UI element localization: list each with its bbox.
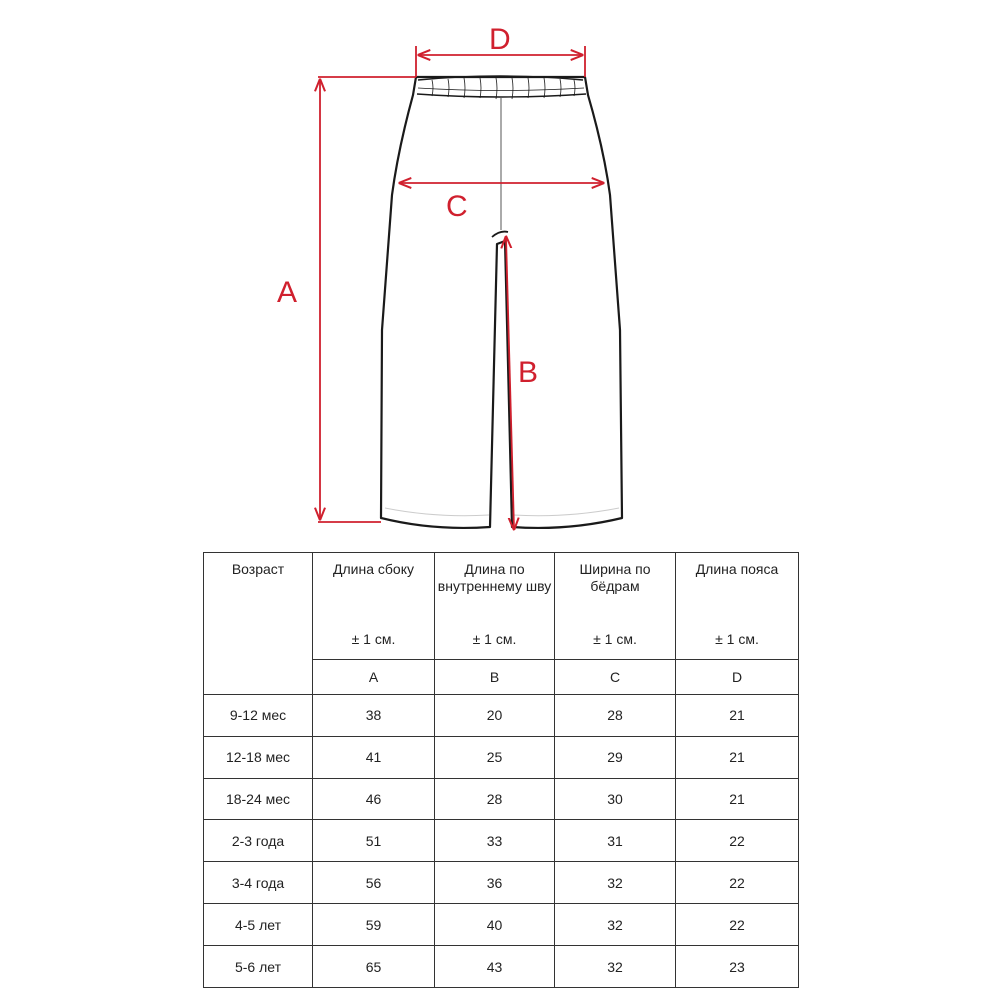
age-cell: 3-4 года [204,862,313,904]
value-cell: 40 [435,904,555,946]
value-cell: 43 [435,946,555,988]
header-letter: A [313,660,435,695]
value-cell: 51 [313,820,435,862]
header-title: Ширина по бёдрам [579,561,651,594]
dimension-d-label: D [489,23,511,56]
value-cell: 36 [435,862,555,904]
value-cell: 32 [555,946,676,988]
value-cell: 21 [676,694,799,736]
header-title: Длина по внутреннему шву [437,561,552,594]
age-cell: 18-24 мес [204,778,313,820]
value-cell: 33 [435,820,555,862]
header-title: Длина пояса [695,561,779,577]
value-cell: 20 [435,694,555,736]
value-cell: 22 [676,904,799,946]
header-letter: D [676,660,799,695]
value-cell: 31 [555,820,676,862]
value-cell: 21 [676,736,799,778]
dimension-c-label: C [446,190,468,223]
value-cell: 65 [313,946,435,988]
value-cell: 29 [555,736,676,778]
header-side-length [313,553,435,660]
table-row [204,736,799,778]
age-cell: 12-18 мес [204,736,313,778]
header-hip-width [555,553,676,660]
value-cell: 22 [676,820,799,862]
value-cell: 38 [313,694,435,736]
header-age: Возраст [204,553,313,695]
age-cell: 9-12 мес [204,694,313,736]
table-row [204,694,799,736]
value-cell: 41 [313,736,435,778]
header-letter: C [555,660,676,695]
table-row [204,778,799,820]
value-cell: 46 [313,778,435,820]
header-letter: B [435,660,555,695]
header-tolerance: ± 1 см. [351,631,396,647]
table-row [204,946,799,988]
header-tolerance: ± 1 см. [715,631,759,647]
value-cell: 28 [555,694,676,736]
table-row [204,904,799,946]
value-cell: 32 [555,862,676,904]
header-inseam [435,553,555,660]
header-title: Длина сбоку [333,561,414,577]
table-row [204,820,799,862]
value-cell: 30 [555,778,676,820]
value-cell: 32 [555,904,676,946]
header-tolerance: ± 1 см. [472,631,517,647]
header-waist-length [676,553,799,660]
dimension-a-label: A [277,276,298,309]
age-cell: 5-6 лет [204,946,313,988]
value-cell: 21 [676,778,799,820]
value-cell: 23 [676,946,799,988]
value-cell: 28 [435,778,555,820]
age-cell: 4-5 лет [204,904,313,946]
size-chart-table [203,552,799,988]
header-tolerance: ± 1 см. [593,631,637,647]
header-row [204,553,799,660]
value-cell: 25 [435,736,555,778]
value-cell: 56 [313,862,435,904]
value-cell: 59 [313,904,435,946]
dimension-b-label: B [518,356,539,389]
table-row [204,862,799,904]
value-cell: 22 [676,862,799,904]
age-cell: 2-3 года [204,820,313,862]
